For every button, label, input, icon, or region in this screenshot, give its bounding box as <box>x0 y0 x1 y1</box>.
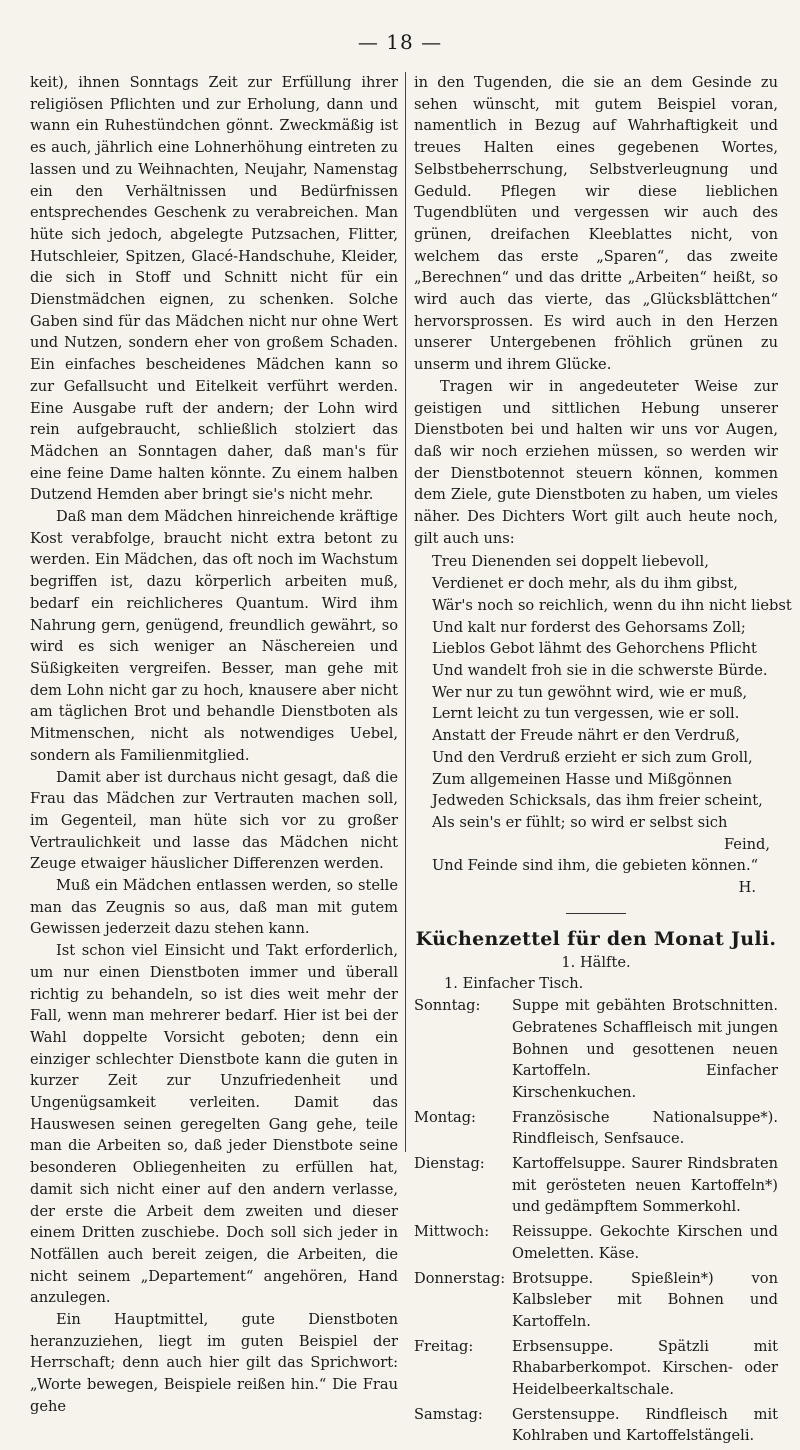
paragraph: Tragen wir in angedeuteter Weise zur geistigen und sittlichen Hebung unserer Dienstboten bei und halten wir uns vor Augen, daß wir noch erziehen müssen, so werden wir der Dienstbotennot steuern können, kommen dem Ziele, gute Dienstboten zu haben, um vieles näher. Des Dichters Wort gilt auch heute noch, gilt auch uns: <box>414 377 778 547</box>
poem-line: Als sein's er fühlt; so wird er selbst sich <box>432 813 728 831</box>
page-number: — 18 — <box>357 30 443 54</box>
menu-day: Mittwoch: <box>414 1223 490 1241</box>
menu-row <box>414 1268 778 1333</box>
poem-signature: H. <box>738 879 756 897</box>
paragraph: Ein Hauptmittel, gute Dienstboten heranzuziehen, liegt im guten Beispiel der Herrschaft; denn auch hier gilt das Sprichwort: „Worte bewegen, Beispiele reißen hin.“ Die Frau gehe <box>30 1311 398 1415</box>
poem-line: Und den Verdruß erzieht er sich zum Groll, <box>432 748 753 766</box>
poem-line: Zum allgemeinen Hasse und Mißgönnen <box>432 770 733 788</box>
menu-dishes: Gerstensuppe. Rindfleisch mit Kohlraben und Kartoffelstängeli. <box>512 1405 778 1445</box>
menu-day: Montag: <box>414 1108 476 1126</box>
menu-dishes: Französische Nationalsuppe*). Rindfleisch, Senfsauce. <box>512 1108 778 1148</box>
menu-dishes: Erbsensuppe. Spätzli mit Rhabarberkompot. Kirschen- oder Heidelbeerkaltschale. <box>512 1337 778 1399</box>
poem-line: Verdienet er doch mehr, als du ihm gibst, <box>432 575 738 593</box>
menu-row <box>414 1153 778 1218</box>
menu-row <box>414 1221 778 1264</box>
poem-last-line: Und Feinde sind ihm, die gebieten können.“ <box>432 857 759 875</box>
menu-day: Sonntag: <box>414 997 481 1015</box>
paragraph: Muß ein Mädchen entlassen werden, so stelle man das Zeugnis so aus, daß man mit gutem Gewissen jederzeit dazu stehen kann. <box>30 877 398 938</box>
poem-line-continuation: Feind, <box>723 835 770 853</box>
poem <box>432 551 792 898</box>
paragraph: Ist schon viel Einsicht und Takt erforderlich, um nur einen Dienstboten immer und überall richtig zu behandeln, so ist dies weit mehr der Fall, wenn man mehrerer bedarf. Hier ist bei der Wahl doppelte Vorsicht geboten; denn ein einziger schlechter Dienstbote kann die guten in kurzer Zeit zur Unzufriedenheit und Ungenügsamkeit verleiten. Damit das Hauswesen seinen geregelten Gang gehe, teile man die Arbeiten so, daß jeder Dienstbote seine besonderen Obliegenheiten zu erfüllen hat, damit sich nicht einer auf den andern verlasse, der erste die Arbeit dem zweiten und dieser einem Dritten zuschiebe. Doch soll sich jeder in Notfällen auch bereit zeigen, die Arbeiten, die nicht seinem „Departement“ angehören, Hand anzulegen. <box>30 942 398 1307</box>
menu-dishes: Kartoffelsuppe. Saurer Rindsbraten mit gerösteten neuen Kartoffeln*) und gedämpftem Sommerkohl. <box>512 1155 778 1216</box>
paragraph: Daß man dem Mädchen hinreichende kräftige Kost verabfolge, braucht nicht extra betont zu werden. Ein Mädchen, das oft noch im Wachstum begriffen ist, dazu körperlich arbeiten muß, bedarf ein reichlicheres Quantum. Wird ihm Nahrung gern, genügend, freundlich gewährt, so wird es sich weniger an Näschereien und Süßigkeiten vergreifen. Besser, man gehe mit dem Lohn nicht gar zu hoch, knausere aber nicht am täglichen Brot und behandle Dienstboten als Mitmenschen, nicht als notwendiges Uebel, sondern als Familienmitglied. <box>30 508 398 764</box>
poem-line: Anstatt der Freude nährt er den Verdruß, <box>432 727 740 745</box>
menu-subtitle: 1. Einfacher Tisch. <box>444 975 584 993</box>
section-rule <box>566 913 626 914</box>
paragraph: in den Tugenden, die sie an dem Gesinde zu sehen wünscht, mit gutem Beispiel voran, namentlich in Bezug auf Wahrhaftigkeit und treues Halten eines gegebenen Wortes, Selbstbeherrschung, Selbstverleugnung und Geduld. Pflegen wir diese lieblichen Tugendblüten und vergessen wir auch des grünen, dreifachen Kleeblattes nicht, von welchem das erste „Sparen“, das zweite „Berechnen“ und das dritte „Arbeiten“ heißt, so wird auch das vierte, das „Glücksblättchen“ hervorsprossen. Es wird auch in den Herzen unserer Untergebenen fröhlich grünen zu unserm und ihrem Glücke. <box>414 74 778 374</box>
poem-line: Und wandelt froh sie in die schwerste Bürde. <box>432 661 768 679</box>
menu-day: Freitag: <box>414 1337 474 1355</box>
menu-dishes: Suppe mit gebähten Brotschnitten. Gebratenes Schaffleisch mit jungen Bohnen und gesottenen neuen Kartoffeln. Einfacher Kirschenkuchen. <box>512 997 778 1101</box>
menu-row <box>414 1404 778 1447</box>
menu-dishes: Brotsuppe. Spießlein*) von Kalbsleber mit Bohnen und Kartoffeln. <box>512 1269 778 1330</box>
poem-line: Wer nur zu tun gewöhnt wird, wie er muß, <box>432 683 748 701</box>
menu-day: Donnerstag: <box>414 1269 506 1287</box>
menu-row <box>414 1336 778 1401</box>
poem-line: Und kalt nur forderst des Gehorsams Zoll; <box>432 618 746 636</box>
poem-line: Treu Dienenden sei doppelt liebevoll, <box>432 553 709 571</box>
paragraph: Damit aber ist durchaus nicht gesagt, daß die Frau das Mädchen zur Vertrauten machen soll, im Gegenteil, man hüte sich vor zu großer Vertraulichkeit und lasse das Mädchen nicht Zeuge etwaiger häuslicher Differenzen werden. <box>30 768 398 873</box>
poem-line: Wär's noch so reichlich, wenn du ihn nicht liebst <box>432 596 792 614</box>
menu-day: Samstag: <box>414 1405 483 1423</box>
menu-half: 1. Hälfte. <box>561 953 631 971</box>
menu-day: Dienstag: <box>414 1155 485 1173</box>
menu-title: Küchenzettel für den Monat Juli. <box>415 927 777 950</box>
left-column <box>30 72 398 1418</box>
poem-line: Jedweden Schicksals, das ihm freier scheint, <box>432 792 763 810</box>
column-divider <box>405 72 406 1152</box>
poem-line: Lernt leicht zu tun vergessen, wie er soll. <box>432 705 740 723</box>
menu-row <box>414 995 778 1104</box>
right-column <box>414 72 792 1450</box>
poem-line: Lieblos Gebot lähmt des Gehorchens Pflicht <box>432 640 757 658</box>
paragraph: keit), ihnen Sonntags Zeit zur Erfüllung ihrer religiösen Pflichten und zur Erholung, dann und wann ein Ruhestündchen gönnt. Zweckmäßig ist es auch, jährlich eine Lohnerhöhung eintreten zu lassen und zu Weihnachten, Neujahr, Namenstag ein den Verhältnissen und Bedürfnissen entsprechendes Geschenk zu verabreichen. Man hüte sich jedoch, abgelegte Putzsachen, Flitter, Hutschleier, Spitzen, Glacé-Handschuhe, Kleider, die sich in Stoff und Schnitt nicht für ein Dienstmädchen eignen, zu schenken. Solche Gaben sind für das Mädchen nicht nur ohne Wert und Nutzen, sondern eher von großem Schaden. Ein einfaches bescheidenes Mädchen kann so zur Gefallsucht und Eitelkeit verführt werden. Eine Ausgabe ruft der andern; der Lohn wird rein aufgebraucht, schließlich stolziert das Mädchen an Sonntagen daher, daß man's für eine feine Dame halten könnte. Zu einem halben Dutzend Hemden aber bringt sie's nicht mehr. <box>30 74 398 504</box>
menu-row <box>414 1107 778 1150</box>
menu-dishes: Reissuppe. Gekochte Kirschen und Omeletten. Käse. <box>512 1223 778 1262</box>
